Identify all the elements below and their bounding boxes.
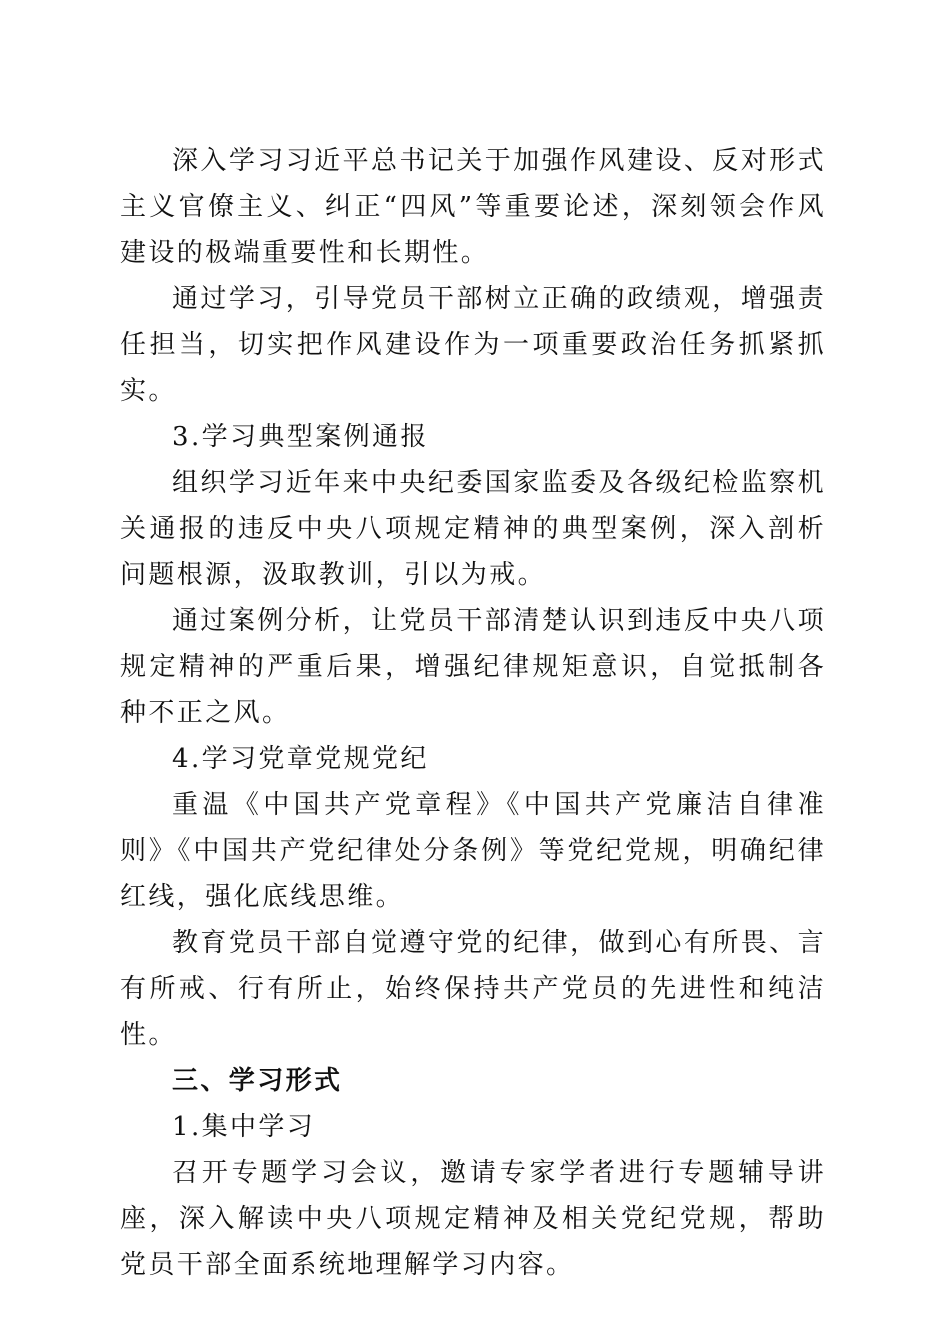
subheading-centralized-study: 1.集中学习 (172, 1112, 316, 1142)
paragraph-case-analysis: 通过案例分析，让党员干部清楚认识到违反中央八项规定精神的严重后果，增强纪律规矩意识，自觉抵制各种不正之风。 (120, 606, 826, 728)
paragraph-case-study: 组织学习近年来中央纪委国家监委及各级纪检监察机关通报的违反中央八项规定精神的典型案例，深入剖析问题根源，汲取教训，引以为戒。 (120, 468, 826, 590)
subheading-party-rules: 4.学习党章党规党纪 (172, 744, 429, 774)
section-heading-study-forms: 三、学习形式 (172, 1066, 343, 1096)
document-body (120, 138, 826, 1288)
paragraph-review-rules: 重温《中国共产党章程》《中国共产党廉洁自律准则》《中国共产党纪律处分条例》等党纪党规，明确纪律红线，强化底线思维。 (120, 790, 826, 912)
paragraph-special-meeting: 召开专题学习会议，邀请专家学者进行专题辅导讲座，深入解读中央八项规定精神及相关党纪党规，帮助党员干部全面系统地理解学习内容。 (120, 1158, 826, 1280)
paragraph-performance-view: 通过学习，引导党员干部树立正确的政绩观，增强责任担当，切实把作风建设作为一项重要政治任务抓紧抓实。 (120, 284, 826, 406)
paragraph-work-style-study: 深入学习习近平总书记关于加强作风建设、反对形式主义官僚主义、纠正“四风”等重要论述，深刻领会作风建设的极端重要性和长期性。 (120, 146, 826, 268)
paragraph-discipline-education: 教育党员干部自觉遵守党的纪律，做到心有所畏、言有所戒、行有所止，始终保持共产党员的先进性和纯洁性。 (120, 928, 826, 1050)
subheading-typical-cases: 3.学习典型案例通报 (172, 422, 429, 452)
